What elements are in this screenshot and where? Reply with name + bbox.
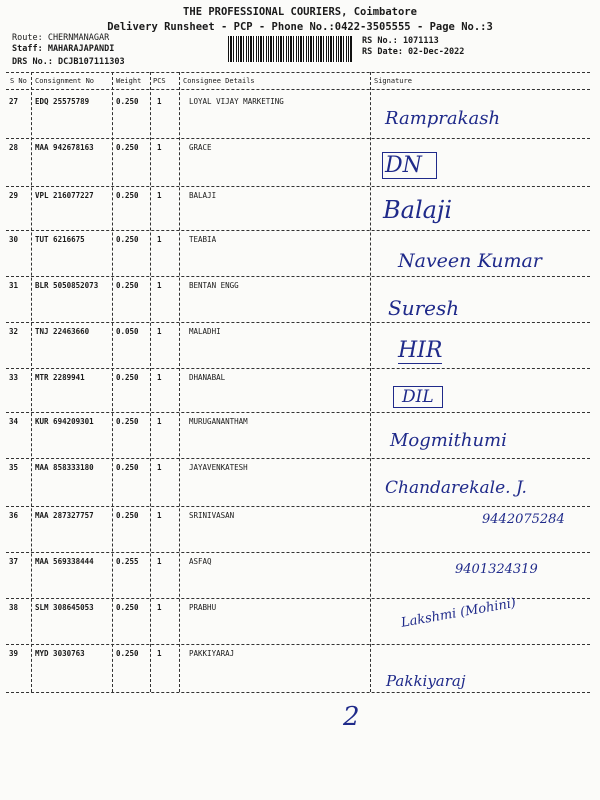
row-weight: 0.050 [116,327,139,336]
row-pcs: 1 [157,463,162,472]
table-row [0,276,600,322]
row-consignee: LOYAL VIJAY MARKETING [189,97,284,106]
table-row [0,506,600,552]
row-sno: 37 [9,557,19,566]
row-consignment-no: SLM 308645053 [35,603,94,612]
row-sno: 36 [9,511,19,520]
rs-no-text: RS No.: 1071113 [362,36,439,46]
row-signature: Chandarekale. J. [385,478,527,498]
row-consignment-no: MAA 942678163 [35,143,94,152]
runsheet-header-subtitle: Delivery Runsheet - PCP - Phone No.:0422-3505555 - Page No.:3 [107,21,493,33]
table-row [0,322,600,368]
table-top-line [6,72,590,73]
row-signature: DN [382,152,437,179]
row-pcs: 1 [157,417,162,426]
row-signature: Suresh [388,296,460,320]
row-pcs: 1 [157,191,162,200]
row-pcs: 1 [157,235,162,244]
barcode [228,36,352,62]
row-weight: 0.250 [116,373,139,382]
table-row [0,644,600,690]
row-sno: 35 [9,463,19,472]
row-sno: 27 [9,97,19,106]
row-pcs: 1 [157,557,162,566]
row-consignee: BENTAN ENGG [189,281,239,290]
table-header-line [6,89,590,90]
row-weight: 0.250 [116,281,139,290]
row-consignee: ASFAQ [189,557,212,566]
col-header-pcs: PCS [153,77,166,85]
row-weight: 0.250 [116,417,139,426]
row-signature: Lakshmi (Mohini) [400,595,518,631]
row-sno: 30 [9,235,19,244]
col-header-consignment: Consignment No [35,77,95,85]
row-weight: 0.250 [116,511,139,520]
row-consignment-no: EDQ 25575789 [35,97,90,106]
table-row [0,552,600,598]
row-weight: 0.255 [116,557,139,566]
row-consignee: SRINIVASAN [189,511,235,520]
row-sno: 33 [9,373,19,382]
row-consignee: MURUGANANTHAM [189,417,248,426]
drs-text: DRS No.: DCJB107111303 [12,57,125,67]
row-sno: 34 [9,417,19,426]
row-sno: 39 [9,649,19,658]
row-signature: Mogmithumi [390,430,507,451]
row-consignment-no: MTR 2289941 [35,373,85,382]
row-consignment-no: KUR 694209301 [35,417,94,426]
row-weight: 0.250 [116,191,139,200]
row-sno: 31 [9,281,19,290]
row-signature: 9401324319 [455,562,538,577]
col-header-signature: Signature [374,77,412,85]
row-pcs: 1 [157,281,162,290]
row-sno: 32 [9,327,19,336]
row-consignment-no: BLR 5050852073 [35,281,99,290]
runsheet-header-title: THE PROFESSIONAL COURIERS, Coimbatore [183,6,417,18]
table-row [0,230,600,276]
row-weight: 0.250 [116,463,139,472]
row-weight: 0.250 [116,235,139,244]
row-sno: 38 [9,603,19,612]
row-consignment-no: TUT 6216675 [35,235,85,244]
rs-date-text: RS Date: 02-Dec-2022 [362,47,465,57]
row-signature: DIL [393,386,443,408]
row-pcs: 1 [157,649,162,658]
row-weight: 0.250 [116,603,139,612]
row-consignment-no: MYD 3030763 [35,649,85,658]
table-row [0,138,600,184]
row-signature: Naveen Kumar [398,250,542,272]
row-consignee: PRABHU [189,603,217,612]
row-signature: 9442075284 [482,512,565,527]
table-row [0,458,600,504]
row-signature: Ramprakash [385,108,501,129]
row-consignee: BALAJI [189,191,217,200]
row-pcs: 1 [157,143,162,152]
handwritten-page-mark: 2 [343,702,360,732]
row-signature: Balaji [383,196,453,224]
row-consignee: JAYAVENKATESH [189,463,248,472]
row-pcs: 1 [157,327,162,336]
table-bottom-line [6,692,590,693]
row-consignment-no: MAA 858333180 [35,463,94,472]
row-pcs: 1 [157,97,162,106]
table-row [0,186,600,232]
row-pcs: 1 [157,603,162,612]
table-row [0,595,600,644]
row-signature: Pakkiyaraj [386,672,466,690]
row-pcs: 1 [157,511,162,520]
row-weight: 0.250 [116,97,139,106]
row-sno: 29 [9,191,19,200]
table-row [0,92,600,138]
col-header-consignee: Consignee Details [183,77,255,85]
row-weight: 0.250 [116,143,139,152]
row-consignment-no: MAA 287327757 [35,511,94,520]
row-consignment-no: MAA 569338444 [35,557,94,566]
row-consignee: MALADHI [189,327,221,336]
row-sno: 28 [9,143,19,152]
row-weight: 0.250 [116,649,139,658]
row-signature: HIR [398,338,443,363]
row-consignee: PAKKIYARAJ [189,649,235,658]
col-header-sno: S No [10,77,27,85]
table-row [0,412,600,458]
table-row [0,368,600,414]
col-header-weight: Weight [116,77,142,85]
row-consignee: TEABIA [189,235,217,244]
row-consignee: GRACE [189,143,212,152]
row-consignment-no: VPL 216077227 [35,191,94,200]
row-consignment-no: TNJ 22463660 [35,327,90,336]
staff-text: Staff: MAHARAJAPANDI [12,44,115,54]
route-text: Route: CHERNMANAGAR [12,33,110,43]
row-consignee: DHANABAL [189,373,226,382]
row-pcs: 1 [157,373,162,382]
